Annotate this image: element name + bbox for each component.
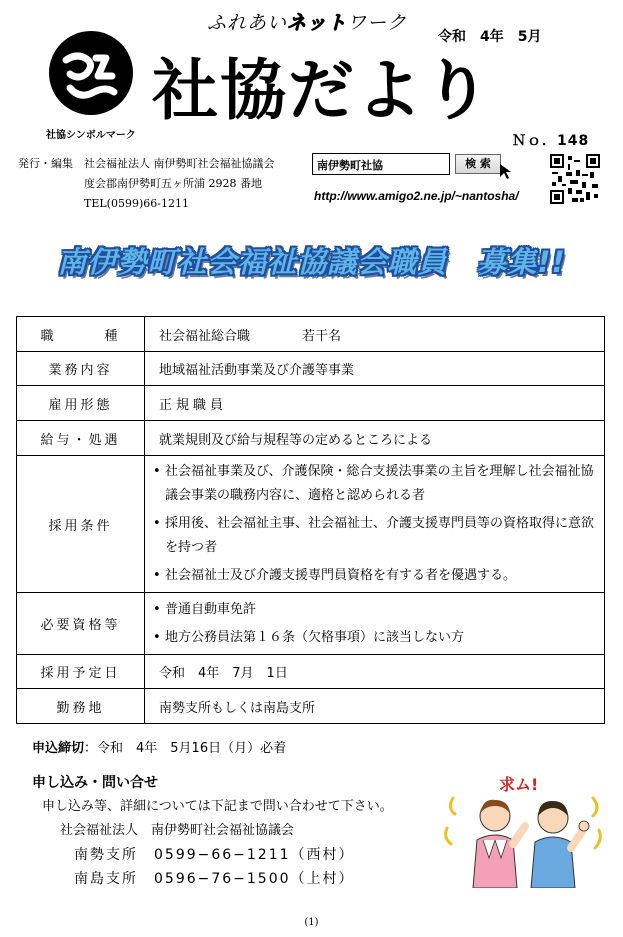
value-workplace: 南勢支所もしくは南島支所 — [145, 689, 605, 724]
value-qualifications — [145, 593, 605, 655]
list-item: • 社会福祉事業及び、介護保険・総合支援法事業の主旨を理解し社会福祉協議会事業の職務内容に、適格と認められる者 — [153, 464, 594, 503]
publisher-address: 度会郡南伊勢町五ヶ所浦 2928 番地 — [18, 177, 262, 190]
search-input[interactable]: 南伊勢町社協 — [312, 153, 450, 175]
table-row — [17, 317, 605, 352]
label-conditions: 採用条件 — [17, 456, 145, 593]
mouse-cursor-icon — [498, 162, 516, 180]
table-row — [17, 386, 605, 421]
logo-caption: 社協シンボルマーク — [46, 130, 136, 141]
search-button[interactable]: 検 索 — [455, 154, 501, 174]
list-item: • 普通自動車免許 — [153, 601, 257, 617]
value-job-type: 社会福祉総合職 若干名 — [145, 317, 605, 352]
contact-info — [42, 795, 393, 891]
table-row — [17, 456, 605, 593]
list-item: • 社会福祉士及び介護支援専門員資格を有する者を優遇する。 — [153, 568, 517, 583]
contact-heading: 申し込み・問い合せ — [32, 775, 158, 791]
value-salary: 就業規則及び給与規程等の定めるところによる — [145, 421, 605, 456]
issue-date: 令和 4年 5月 — [438, 29, 542, 45]
publisher-line: 発行・編集 社会福祉法人 南伊勢町社会福祉協議会 — [18, 157, 275, 170]
svg-text:求ム!: 求ム! — [499, 775, 539, 794]
table-row — [17, 421, 605, 456]
recruitment-banner: 南伊勢町社会福祉協議会職員 募集!! — [57, 245, 566, 279]
table-row — [17, 352, 605, 386]
contact-office-nanto: 南島支所 0596−76−1500（上村） — [74, 871, 355, 887]
staff-illustration — [443, 768, 603, 888]
publisher-info — [18, 154, 275, 214]
tagline: ふれあいネットワーク — [207, 12, 408, 34]
table-row — [17, 655, 605, 689]
website-url[interactable]: http://www.amigo2.ne.jp/~nantosha/ — [314, 189, 519, 203]
value-employment: 正規職員 — [145, 386, 605, 421]
publisher-phone: TEL(0599)66-1211 — [18, 197, 189, 210]
value-duties: 地域福祉活動事業及び介護等事業 — [145, 352, 605, 386]
label-job-type: 職 種 — [17, 317, 145, 352]
contact-org: 社会福祉法人 南伊勢町社会福祉協議会 — [60, 823, 295, 838]
label-salary: 給与・処遇 — [17, 421, 145, 456]
table-row — [17, 689, 605, 724]
contact-intro: 申し込み等、詳細については下記まで問い合わせて下さい。 — [42, 799, 393, 814]
value-start-date: 令和 4年 7月 1日 — [145, 655, 605, 689]
qr-code-icon — [550, 154, 600, 204]
label-start-date: 採用予定日 — [17, 655, 145, 689]
shakyo-logo — [48, 30, 134, 116]
label-qualifications: 必要資格等 — [17, 593, 145, 655]
label-employment: 雇用形態 — [17, 386, 145, 421]
value-conditions — [145, 456, 605, 593]
application-deadline: 申込締切：令和 4年 5月16日（月）必着 — [32, 741, 287, 756]
page-number: (1) — [304, 917, 319, 928]
job-info-table — [16, 316, 605, 724]
label-workplace: 勤務地 — [17, 689, 145, 724]
masthead-title: 社協だより — [152, 52, 492, 129]
table-row — [17, 593, 605, 655]
list-item: • 地方公務員法第１６条（欠格事項）に該当しない方 — [153, 629, 465, 645]
label-duties: 業務内容 — [17, 352, 145, 386]
contact-office-nansei: 南勢支所 0599−66−1211（西村） — [74, 847, 355, 863]
list-item: • 採用後、社会福祉主事、社会福祉士、介護支援専門員等の資格取得に意欲を持つ者 — [153, 516, 595, 555]
issue-number: Ｎｏ．148 — [512, 133, 590, 149]
